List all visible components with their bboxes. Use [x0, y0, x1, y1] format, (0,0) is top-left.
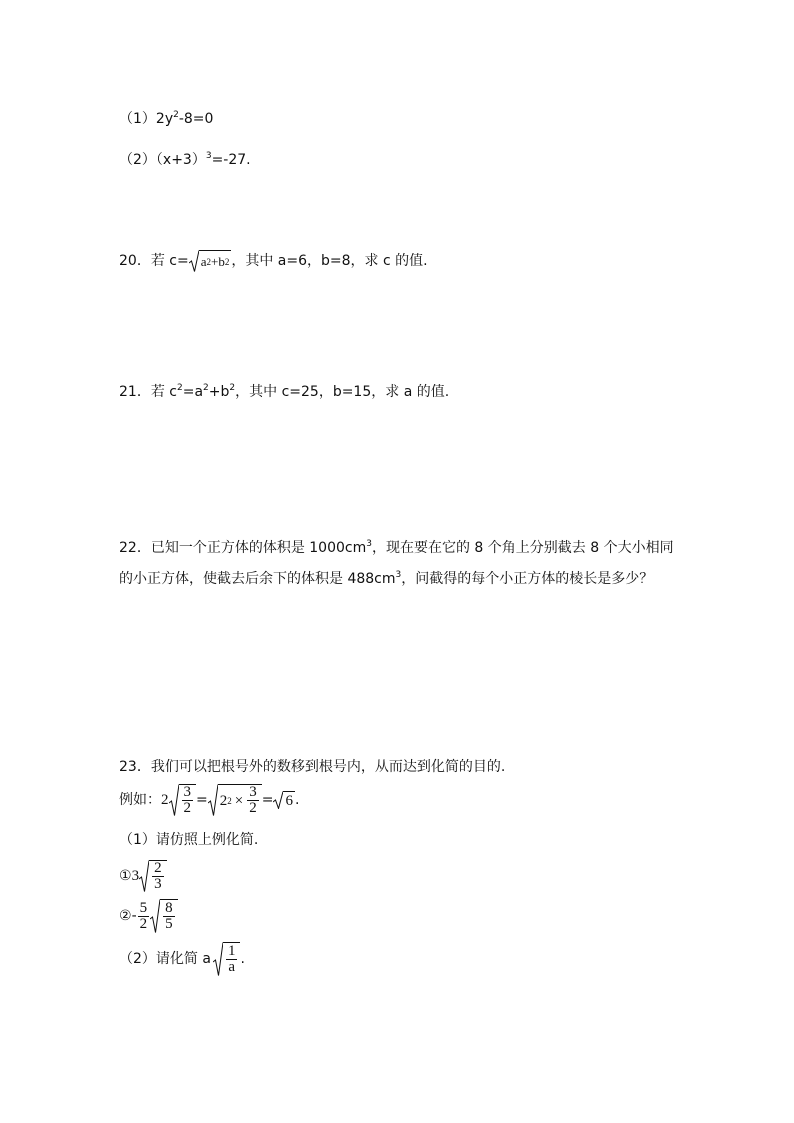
- example-label: 例如：: [119, 792, 161, 808]
- question-number: 20．: [119, 253, 151, 269]
- numerator: 5: [139, 899, 148, 916]
- numerator: 2: [154, 860, 162, 876]
- exponent: 2: [176, 383, 183, 393]
- q23-part-2-text: （2）请化简 a: [119, 951, 211, 967]
- var-a: a: [200, 253, 207, 269]
- exponent: 2: [173, 110, 179, 120]
- question-number: 23．: [119, 759, 151, 775]
- question-23-intro: [119, 757, 505, 777]
- radical-sign-icon: [150, 899, 160, 933]
- question-number: 22．: [119, 540, 151, 556]
- coefficient: 2: [161, 792, 169, 808]
- q20-lead: 若 c=: [150, 253, 189, 269]
- numerator: 3: [183, 784, 191, 800]
- q21-mid: +b: [208, 384, 230, 400]
- circled-number-2: ②: [119, 908, 132, 924]
- exponent: 3: [205, 151, 212, 161]
- exponent: 2: [203, 383, 209, 393]
- q19-item-1-suffix: -8=0: [178, 111, 214, 127]
- radical-sign-icon: [189, 250, 199, 272]
- q23-example: [119, 784, 299, 816]
- denominator: 5: [165, 916, 173, 932]
- q22-text: ，现在要在它的 8 个角上分别截去 8 个大小相同的小正方体，使截去后余下的体积是 488cm: [119, 540, 674, 587]
- q23-part-2: [119, 942, 245, 976]
- denominator: 2: [249, 800, 257, 816]
- q22-text: ，问截得的每个小正方体的棱长是多少？: [401, 571, 654, 587]
- q21-tail: ，其中 c=25，b=15，求 a 的值.: [235, 384, 450, 400]
- sqrt-radical: [273, 791, 295, 809]
- sqrt-radical: 2 2 × $\frac{3}{2}$: [208, 784, 262, 816]
- equals-sign: =: [196, 792, 208, 808]
- q19-item-2: [119, 150, 251, 170]
- coefficient: 3: [131, 868, 140, 884]
- equals-sign: =: [261, 792, 274, 808]
- period: .: [240, 951, 245, 967]
- q19-item-1: [119, 109, 213, 129]
- q23-part-1-text: （1）请仿照上例化简.: [119, 832, 259, 848]
- q23-item-1: [119, 860, 167, 892]
- question-20: [119, 250, 428, 272]
- base: 2: [219, 792, 228, 809]
- denominator: 2: [139, 915, 148, 932]
- radical-sign-icon: [273, 791, 283, 809]
- q23-item-2: [119, 898, 178, 934]
- sqrt-radical: [139, 860, 167, 892]
- q23-part-1: [119, 830, 258, 850]
- sqrt-radical: a 2 +b 2: [189, 250, 232, 272]
- q19-item-1-prefix: （1）2y: [119, 111, 174, 127]
- radicand: 6: [285, 792, 293, 809]
- denominator: a: [228, 959, 236, 975]
- numerator: 8: [165, 900, 173, 916]
- q23-intro-text: 我们可以把根号外的数移到根号内，从而达到化简的目的.: [150, 759, 506, 775]
- question-21: [119, 382, 449, 402]
- q21-mid: =a: [182, 384, 204, 400]
- numerator: 3: [249, 784, 257, 800]
- sqrt-radical: [169, 784, 197, 816]
- exponent: 3: [395, 570, 402, 580]
- question-22: [119, 533, 679, 595]
- q20-tail: ，其中 a=6，b=8，求 c 的值.: [231, 253, 428, 269]
- denominator: 2: [183, 800, 191, 816]
- sqrt-radical: [213, 942, 241, 976]
- denominator: 3: [154, 876, 162, 892]
- period: .: [294, 792, 300, 808]
- numerator: 1: [227, 943, 236, 959]
- radical-sign-icon: [213, 942, 223, 976]
- radical-sign-icon: [139, 860, 149, 892]
- var-b: +b: [211, 253, 225, 269]
- question-number: 21．: [119, 384, 151, 400]
- q21-lead: 若 c: [150, 384, 177, 400]
- exponent: 3: [366, 539, 372, 549]
- minus-sign: -: [131, 908, 137, 924]
- radical-sign-icon: [208, 784, 218, 816]
- q22-text: 已知一个正方体的体积是 1000cm: [150, 540, 367, 556]
- times-sign: ×: [234, 792, 244, 809]
- q19-item-2-prefix: （2）（x+3）: [119, 152, 206, 168]
- exponent: 2: [229, 383, 236, 393]
- circled-number-1: ①: [119, 868, 132, 884]
- sqrt-radical: [150, 899, 178, 933]
- radical-sign-icon: [169, 784, 179, 816]
- q19-item-2-suffix: =-27.: [211, 152, 251, 168]
